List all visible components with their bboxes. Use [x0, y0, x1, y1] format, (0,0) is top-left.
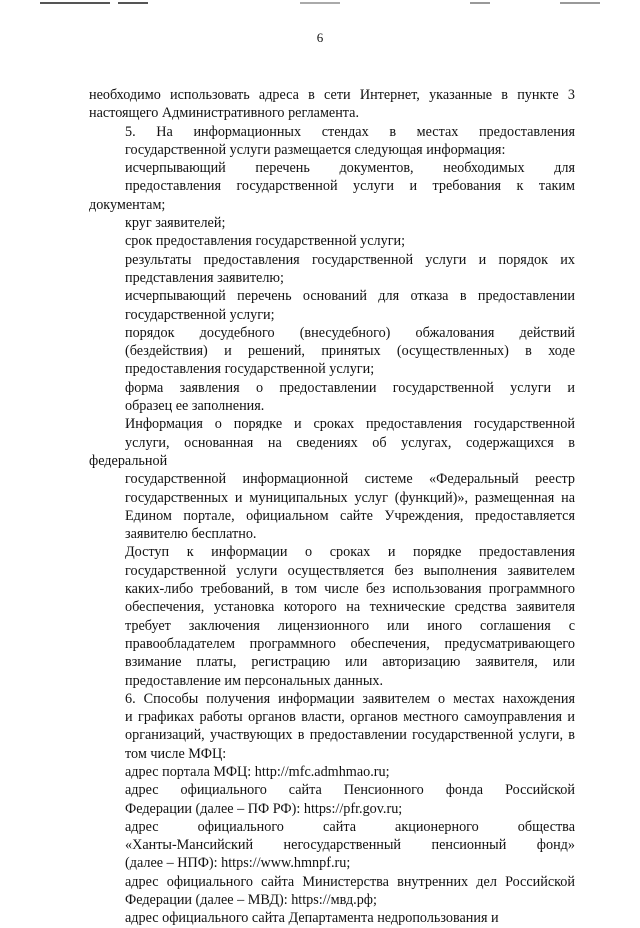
- text-line: адрес портала МФЦ: http://mfc.admhmao.ru;: [125, 763, 390, 780]
- paragraph: [89, 86, 575, 123]
- paragraph: [89, 287, 575, 324]
- text-line: (далее – НПФ): https://www.hmnpf.ru;: [125, 855, 351, 872]
- text-line: адрес официального сайта акционерного общества: [125, 818, 575, 835]
- paragraph: [89, 251, 575, 288]
- scan-mark: [560, 2, 600, 4]
- paragraph: [89, 543, 575, 689]
- text-line: Федерации (далее – МВД): https://мвд.рф;: [125, 892, 377, 909]
- text-line: Федерации (далее – ПФ РФ): https://pfr.gov.ru;: [125, 800, 403, 817]
- text-line: Доступ к информации о сроках и порядке предоставления: [125, 544, 575, 561]
- text-line: государственной услуги;: [125, 306, 275, 323]
- text-line: государственной информационной системе «Федеральный реестр: [125, 471, 575, 488]
- paragraph: [89, 123, 575, 160]
- paragraph: [89, 159, 575, 214]
- text-line: представления заявителю;: [125, 269, 284, 286]
- text-line: результаты предоставления государственной услуги и порядок их: [125, 251, 575, 268]
- paragraph: [89, 690, 575, 763]
- text-line: (бездействия) и решений, принятых (осуществленных) в ходе: [125, 343, 575, 360]
- text-line: образец ее заполнения.: [125, 398, 265, 415]
- document-body: [89, 86, 575, 928]
- paragraph: [89, 818, 575, 873]
- paragraph: [89, 909, 575, 927]
- paragraph: [89, 379, 575, 416]
- paragraph: [89, 232, 575, 250]
- text-line: услуги, основанная на сведениях об услугах, содержащихся в федеральной: [89, 434, 575, 469]
- text-line: адрес официального сайта Министерства внутренних дел Российской: [125, 873, 575, 890]
- text-line: обеспечения, установка которого на технические средства заявителя: [125, 599, 575, 616]
- scan-mark: [118, 2, 148, 4]
- text-line: порядок досудебного (внесудебного) обжалования действий: [125, 324, 575, 341]
- text-line: форма заявления о предоставлении государственной услуги и: [125, 379, 575, 396]
- text-line: 6. Способы получения информации заявителем о местах нахождения: [125, 690, 575, 707]
- text-line: государственных и муниципальных услуг (функций)», размещенная на: [125, 489, 575, 506]
- text-line: государственной услуги размещается следующая информация:: [125, 141, 506, 158]
- text-line: необходимо использовать адреса в сети Интернет, указанные в пункте 3: [89, 87, 575, 103]
- paragraph: [89, 781, 575, 818]
- scan-edge-artifacts: [0, 0, 640, 8]
- scan-mark: [300, 2, 340, 4]
- text-line: адрес официального сайта Пенсионного фонда Российской: [125, 782, 575, 799]
- scan-mark: [40, 2, 110, 4]
- text-line: срок предоставления государственной услуги;: [125, 233, 406, 250]
- text-line: исчерпывающий перечень документов, необходимых для: [125, 160, 575, 177]
- text-line: предоставления государственной услуги и требования к таким документам;: [89, 178, 575, 213]
- text-line: каких-либо требований, в том числе без использования программного: [125, 581, 575, 598]
- text-line: Информация о порядке и сроках предоставления государственной: [125, 416, 575, 433]
- text-line: круг заявителей;: [125, 215, 226, 232]
- text-line: предоставления государственной услуги;: [125, 361, 375, 378]
- paragraph: [89, 415, 575, 543]
- scan-mark: [470, 2, 490, 4]
- text-line: том числе МФЦ:: [125, 745, 227, 762]
- paragraph: [89, 763, 575, 781]
- paragraph: [89, 324, 575, 379]
- text-line: Едином портале, официальном сайте Учреждения, предоставляется: [125, 507, 575, 524]
- text-line: 5. На информационных стендах в местах предоставления: [125, 123, 575, 140]
- text-line: исчерпывающий перечень оснований для отказа в предоставлении: [125, 288, 575, 305]
- text-line: требует заключения лицензионного или иного соглашения с: [125, 617, 575, 634]
- text-line: правообладателем программного обеспечения, предусматривающего: [125, 635, 575, 652]
- text-line: взимание платы, регистрацию или авторизацию заявителя, или: [125, 654, 575, 671]
- text-line: заявителю бесплатно.: [125, 526, 257, 543]
- text-line: организаций, участвующих в предоставлении государственной услуги, в: [125, 727, 575, 744]
- page-number: 6: [316, 30, 324, 45]
- text-line: и графиках работы органов власти, органов местного самоуправления и: [125, 709, 575, 726]
- paragraph: [89, 214, 575, 232]
- text-line: адрес официального сайта Департамента недропользования и: [125, 910, 499, 927]
- text-line: «Ханты-Мансийский негосударственный пенсионный фонд»: [125, 837, 575, 854]
- paragraph: [89, 873, 575, 910]
- text-line: предоставление им персональных данных.: [125, 672, 384, 689]
- text-line: настоящего Административного регламента.: [89, 105, 360, 122]
- text-line: государственной услуги осуществляется без выполнения заявителем: [125, 562, 575, 579]
